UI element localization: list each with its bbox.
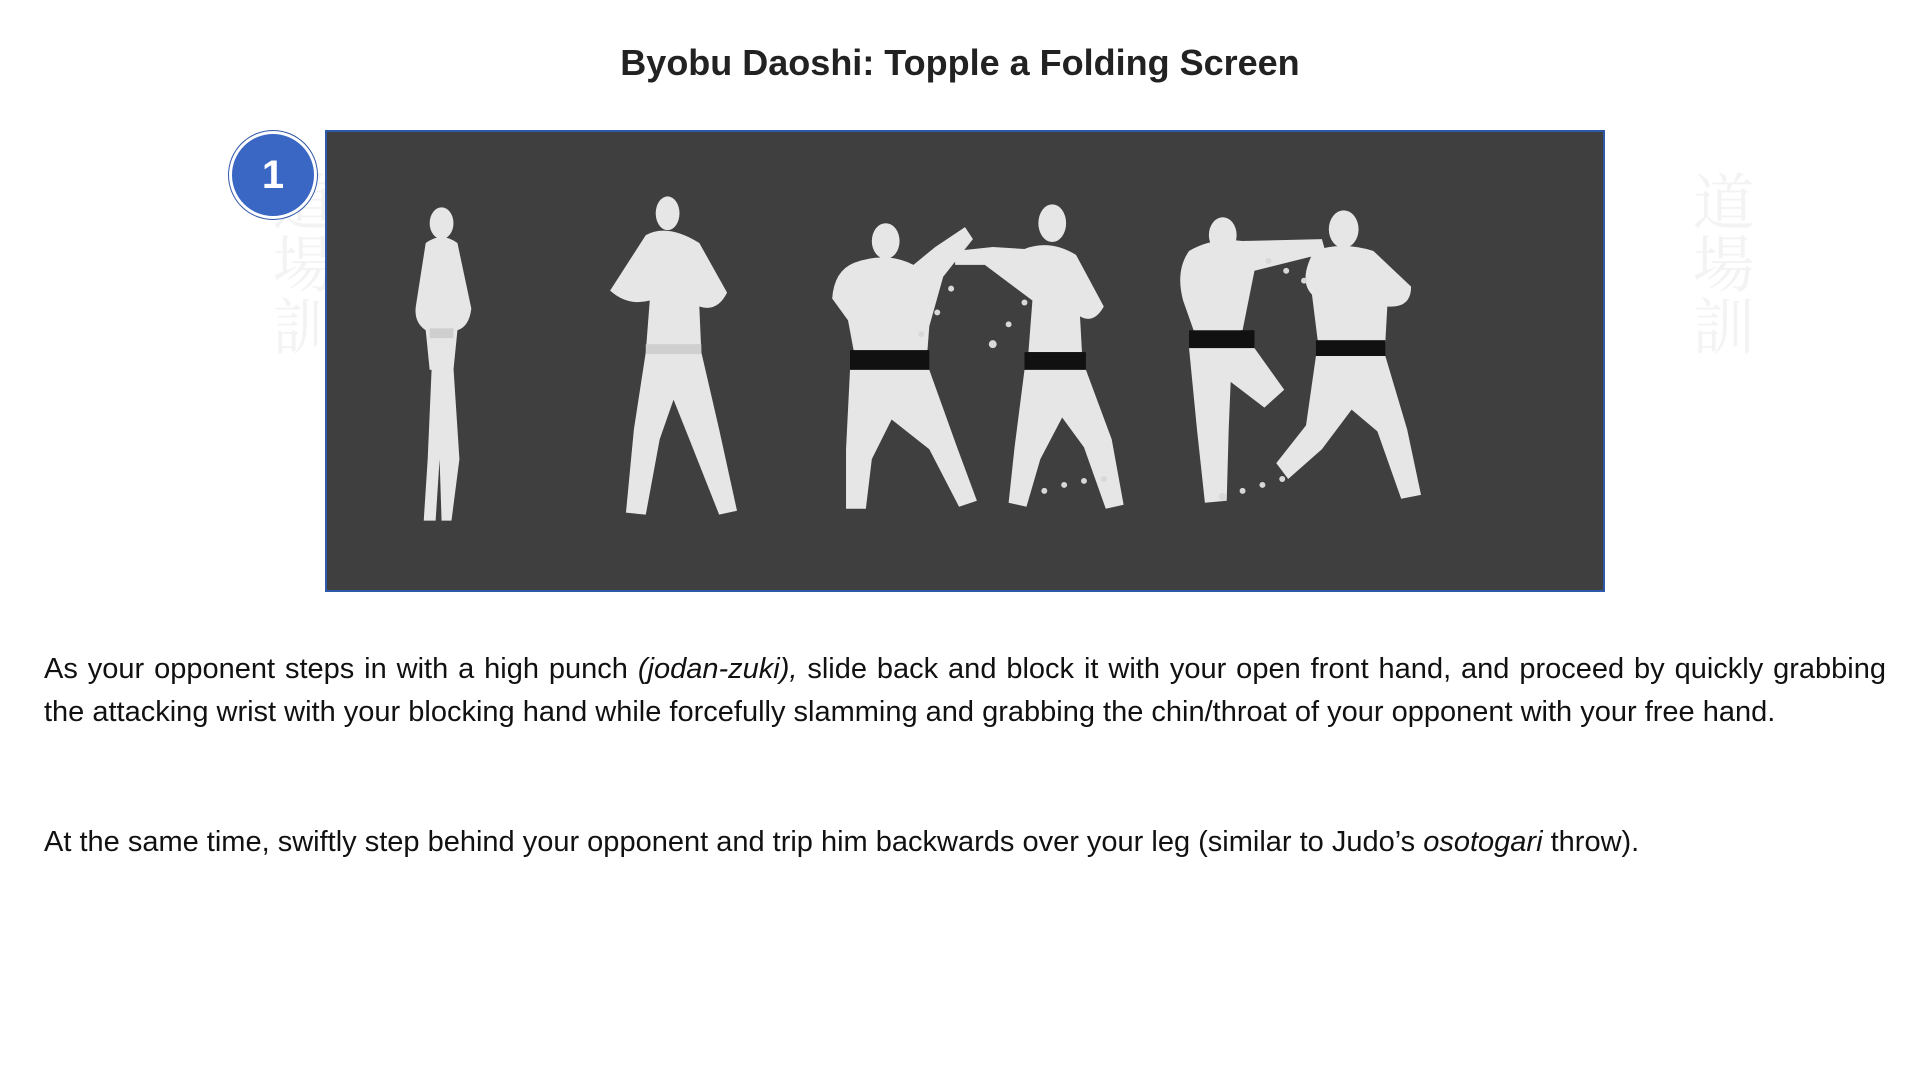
paragraph-1-text-end: slide back and block it with your open front hand, and proceed by quickly grabbing the attacking wrist with your blocking hand while forcefully slamming and grabbing the chin/throat of your opponent with your free hand. xyxy=(44,653,1887,728)
term-osotogari: osotogari xyxy=(1423,826,1543,858)
page-title: Byobu Daoshi: Topple a Folding Screen xyxy=(620,42,1300,83)
watermark-column-right xyxy=(1690,170,1760,356)
paragraph-2-text-start: At the same time, swiftly step behind your opponent and trip him backwards over your leg (similar to Judo’s xyxy=(44,826,1424,858)
instruction-paragraph-2 xyxy=(44,821,1886,864)
term-jodan-zuki: (jodan-zuki), xyxy=(637,653,798,685)
karate-technique-photo-sequence-icon xyxy=(327,132,1603,590)
technique-photo xyxy=(325,130,1605,592)
paragraph-2-text-end: throw). xyxy=(1542,826,1640,858)
instruction-paragraph-1 xyxy=(44,648,1886,734)
paragraph-1-text-start: As your opponent steps in with a high punch xyxy=(44,653,638,685)
step-number-badge: 1 xyxy=(229,131,317,219)
